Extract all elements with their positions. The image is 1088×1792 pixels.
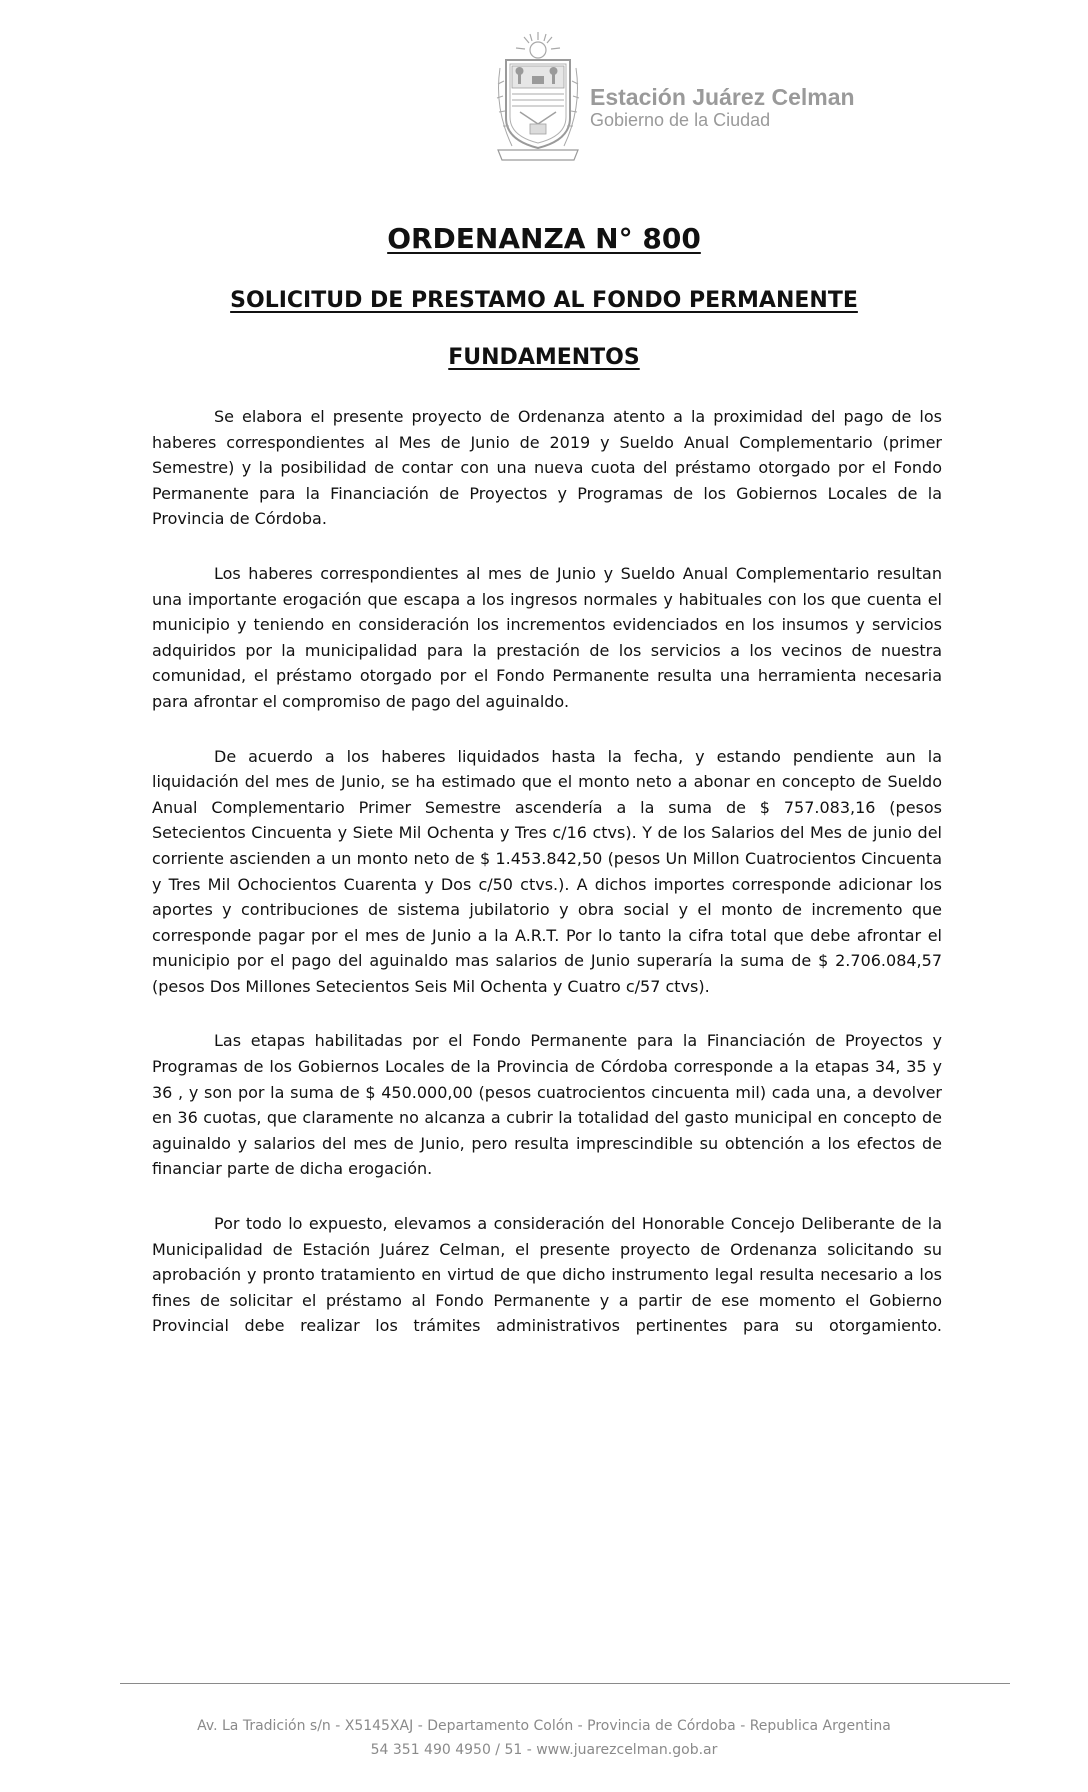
paragraph: Los haberes correspondientes al mes de Junio y Sueldo Anual Complementario resultan una importante erogación que escapa a los ingresos normales y habituales con los que cuenta el municipio y teniendo en consideración los incrementos evidenciados en los insumos y servicios adquiridos por la municipalidad para la prestación de los servicios a los vecinos de nuestra comunidad, el préstamo otorgado por el Fondo Permanente resulta una herramienta necesaria para afrontar el compromiso de pago del aguinaldo. [152, 563, 942, 711]
footer-divider [120, 1683, 1010, 1684]
city-subtitle: Gobierno de la Ciudad [590, 110, 771, 130]
paragraph: De acuerdo a los haberes liquidados hasta la fecha, y estando pendiente aun la liquidación del mes de Junio, se ha estimado que el monto neto a abonar en concepto de Sueldo Anual Complementario Primer Semestre ascendería a la suma de $ 757.083,16 (pesos Setecientos Cincuenta y Siete Mil Ochenta y Tres c/16 ctvs). Y de los Salarios del Mes de junio del corriente ascienden a un monto neto de $ 1.453.842,50 (pesos Un Millon Cuatrocientos Cincuenta y Tres Mil Ochocientos Cuarenta y Dos c/50 ctvs.). A dichos importes corresponde adicionar los aportes y contribuciones de sistema jubilatorio y obra social y el monto de incremento que corresponde pagar por el mes de Junio a la A.R.T. Por lo tanto la cifra total que debe afrontar el municipio por el pago del aguinaldo mas salarios de Junio superaría la suma de $ 2.706.084,57 (pesos Dos Millones Setecientos Seis Mil Ochenta y Cuatro c/57 ctvs). [152, 746, 942, 996]
footer-contact: 54 351 490 4950 / 51 - www.juarezcelman.gob.ar [370, 1742, 718, 1758]
letterhead-text [590, 84, 910, 130]
ordinance-title: ORDENANZA N° 800 [387, 222, 701, 255]
section-heading: FUNDAMENTOS [448, 345, 640, 370]
document-body [152, 404, 942, 1368]
city-crest-icon [490, 28, 586, 164]
paragraph: Las etapas habilitadas por el Fondo Permanente para la Financiación de Proyectos y Programas de los Gobiernos Locales de la Provincia de Córdoba corresponde a la etapas 34, 35 y 36 , y son por la suma de $ 450.000,00 (pesos cuatrocientos cincuenta mil) cada una, a devolver en 36 cuotas, que claramente no alcanza a cubrir la totalidad del gasto municipal en concepto de aguinaldo y salarios del mes de Junio, pero resulta imprescindible su obtención a los efectos de financiar parte de dicha erogación. [152, 1031, 942, 1179]
paragraph: Por todo lo expuesto, elevamos a consideración del Honorable Concejo Deliberante de la Municipalidad de Estación Juárez Celman, el presente proyecto de Ordenanza solicitando su aprobación y pronto tratamiento en virtud de que dicho instrumento legal resulta necesario a los fines de solicitar el préstamo al Fondo Permanente y a partir de ese momento el Gobierno Provincial debe realizar los trámites administrativos pertinentes para su otorgamiento. [152, 1214, 942, 1336]
paragraph: Se elabora el presente proyecto de Ordenanza atento a la proximidad del pago de los haberes correspondientes al Mes de Junio de 2019 y Sueldo Anual Complementario (primer Semestre) y la posibilidad de contar con una nueva cuota del préstamo otorgado por el Fondo Permanente para la Financiación de Proyectos y Programas de los Gobiernos Locales de la Provincia de Córdoba. [152, 407, 942, 529]
letterhead [490, 28, 910, 168]
footer [0, 1714, 1088, 1762]
ordinance-subtitle: SOLICITUD DE PRESTAMO AL FONDO PERMANENTE [230, 288, 858, 313]
footer-address: Av. La Tradición s/n - X5145XAJ - Departamento Colón - Provincia de Córdoba - Republica Argentina [197, 1718, 891, 1734]
city-name: Estación Juárez Celman [590, 84, 855, 110]
